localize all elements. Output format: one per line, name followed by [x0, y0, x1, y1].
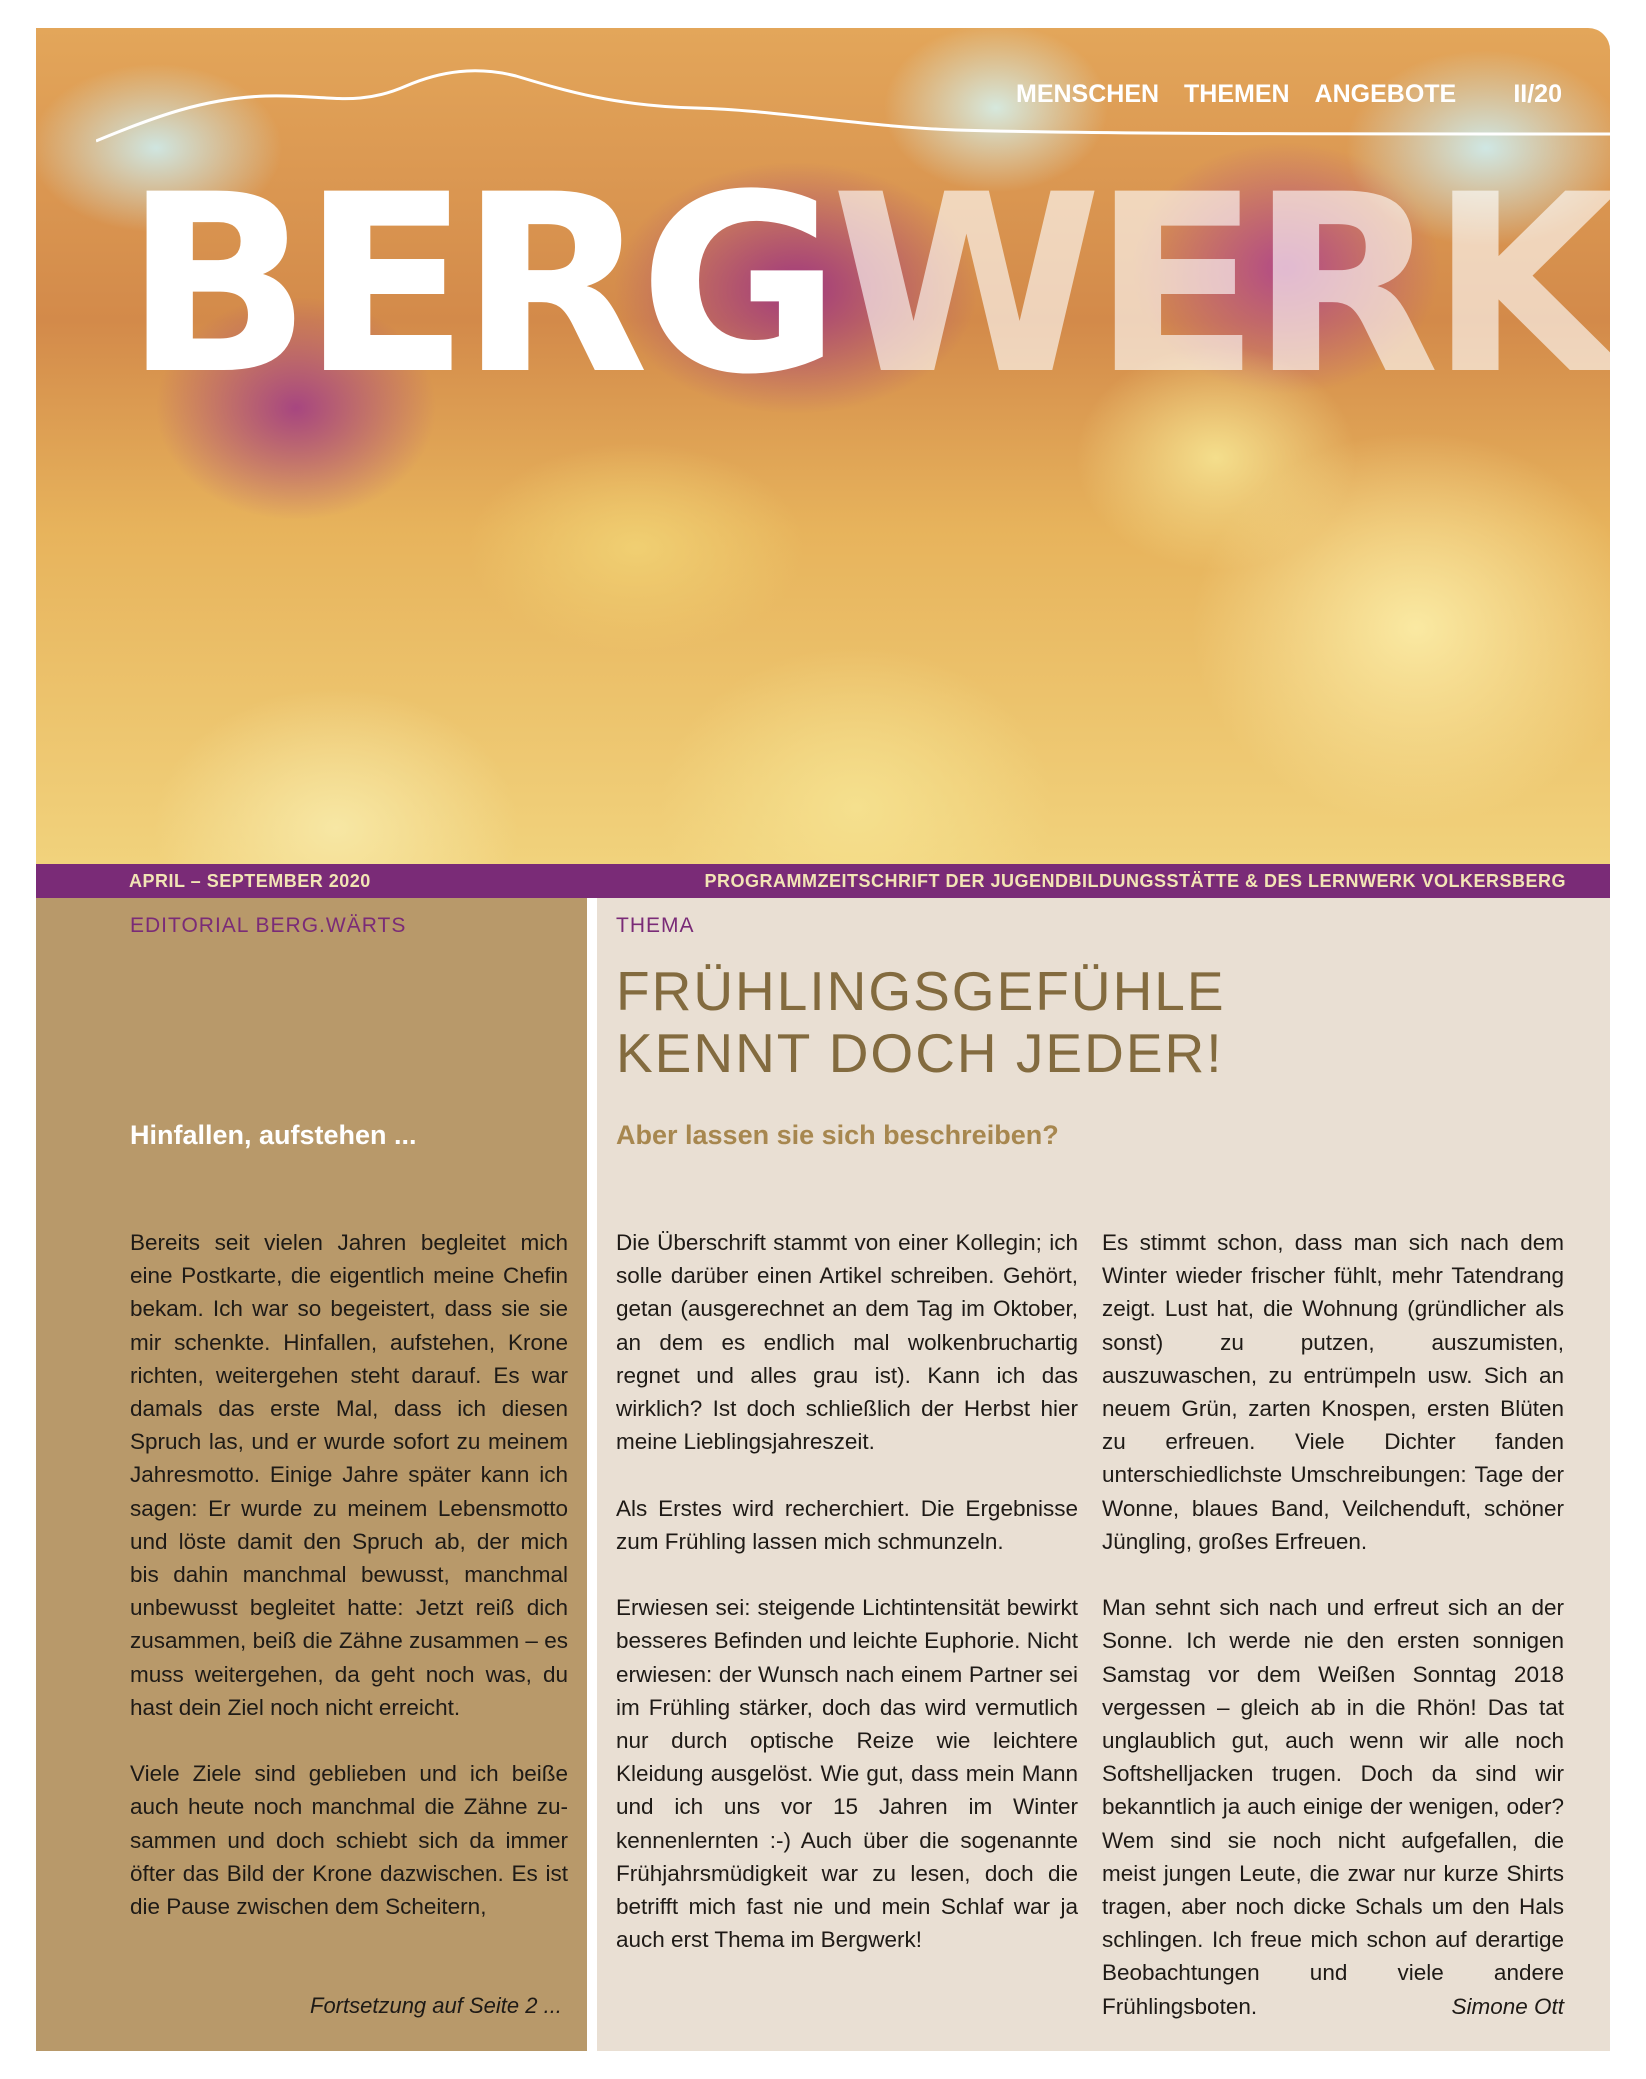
editorial-text — [130, 1226, 568, 1923]
headline-line-1: FRÜHLINGSGEFÜHLE — [616, 960, 1226, 1022]
nav-menschen[interactable]: MENSCHEN — [1016, 80, 1160, 108]
editorial-heading: Hinfallen, aufstehen ... — [130, 1120, 417, 1150]
wordmark-werk: WERK — [830, 143, 1610, 429]
masthead-wordmark — [124, 143, 1610, 429]
publication-subtitle: PROGRAMMZEITSCHRIFT DER JUGENDBILDUNGSSTÄTTE & DES LERNWERK VOLKERSBERG — [704, 871, 1566, 891]
wordmark-berg: BERG — [124, 143, 831, 429]
top-navigation — [1016, 80, 1474, 109]
thema-kicker: THEMA — [616, 914, 695, 937]
continued-note: Fortsetzung auf Seite 2 ... — [310, 1993, 562, 2018]
article-paragraph: Erwiesen sei: steigende Lichtintensität bewirkt besseres Befinden und leichte Euphorie. Nicht erwiesen: der Wunsch nach einem Partner sei im Frühling stärker, doch das wird vermutlich nur durch optische Reize wie leichtere Kleidung ausgelöst. Wie gut, dass mein Mann und ich uns vor 15 Jahren im Winter kennenlernten :-) Auch über die sogenannte Frühjahrsmüdigkeit war zu lesen, doch die betrifft mich fast nie und mein Schlaf war ja auch erst Thema im Bergwerk! — [616, 1595, 1078, 1953]
editorial-kicker: EDITORIAL BERG.WÄRTS — [130, 914, 407, 937]
headline-line-2: KENNT DOCH JEDER! — [616, 1022, 1224, 1084]
issue-date: APRIL – SEPTEMBER 2020 — [129, 871, 371, 891]
cover-photo — [36, 28, 1610, 864]
nav-angebote[interactable]: ANGEBOTE — [1314, 80, 1457, 108]
editorial-paragraph: Viele Ziele sind geblieben und ich beiße auch heute noch manchmal die Zähne zusammen und doch schiebt sich da immer öfter das Bild der Krone dazwischen. Es ist die Pause zwischen dem Scheitern, — [130, 1761, 568, 1920]
article-subheading: Aber lassen sie sich beschreiben? — [616, 1120, 1059, 1150]
article-headline — [616, 960, 1226, 1084]
editorial-paragraph: Bereits seit vielen Jahren begleitet mich eine Postkarte, die eigentlich meine Chefin bekam. Ich war so begeistert, dass sie sie mir schenkte. Hinfallen, aufstehen, Krone richten, weitergehen steht darauf. Es war damals das erste Mal, dass ich diesen Spruch las, und er wurde sofort zu meinem Jahresmotto. Einige Jahre später kann ich sagen: Er wurde zu meinem Lebensmotto und löste damit den Spruch ab, der mich bis dahin manchmal bewusst, manchmal unbewusst begleitet hatte: Jetzt reiß dich zusammen, beiß die Zähne zusammen – es muss weitergehen, da geht noch was, du hast dein Ziel noch nicht erreicht. — [130, 1230, 568, 1720]
article-paragraph-text: Man sehnt sich nach und erfreut sich an der Sonne. Ich werde nie den ersten sonnigen Samstag vor dem Weißen Sonntag 2018 vergessen – gleich ab in die Rhön! Das tat unglaublich gut, auch wenn wir alle noch Softshelljacken trugen. Doch da sind wir bekanntlich ja auch einige der wenigen, oder? Wem sind sie noch nicht aufgefallen, die meist jungen Leute, die zwar nur kurze Shirts tragen, aber noch dicke Schals um den Hals schlingen. Ich freue mich schon auf derartige Beobachtungen und viele andere Frühlingsboten. — [1102, 1595, 1564, 2019]
article-column-2 — [1102, 1226, 1564, 2023]
nav-themen[interactable]: THEMEN — [1184, 80, 1290, 108]
article-paragraph: Die Überschrift stammt von einer Kollegin; ich solle darüber einen Artikel schreiben. Gehört, getan (ausgerechnet an dem Tag im Oktober, an dem es endlich mal wolkenbruchartig regnet und alles grau ist). Kann ich das wirklich? Ist doch schließlich der Herbst hier meine Lieblingsjahreszeit. — [616, 1230, 1078, 1455]
info-band — [36, 864, 1610, 898]
article-paragraph-last — [1102, 1591, 1564, 2023]
author-signature: Simone Ott — [1451, 1993, 1564, 2019]
issue-number: II/20 — [1513, 80, 1562, 108]
article-column-1 — [616, 1226, 1078, 1956]
article-paragraph: Als Erstes wird recherchiert. Die Ergebnisse zum Frühling lassen mich schmunzeln. — [616, 1495, 1078, 1554]
article-paragraph: Es stimmt schon, dass man sich nach dem Winter wieder frischer fühlt, mehr Tatendrang zeigt. Lust hat, die Wohnung (gründlicher als sonst) zu putzen, auszumisten, auszuwaschen, zu entrümpeln usw. Sich an neuem Grün, zarten Knospen, ersten Blüten zu erfreuen. Viele Dichter fanden unterschiedlichste Umschreibungen: Tage der Wonne, blaues Band, Veilchenduft, schöner Jüngling, großes Erfreuen. — [1102, 1230, 1564, 1554]
